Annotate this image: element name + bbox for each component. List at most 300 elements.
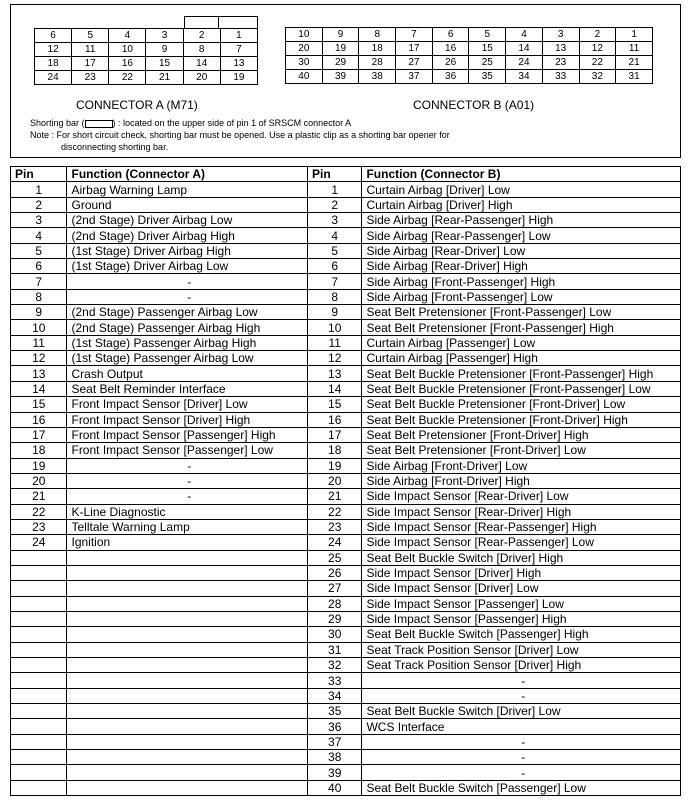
pin-function: Side Airbag [Rear-Passenger] High [362,213,681,228]
pin-number: 1 [308,182,362,197]
pin-number [11,642,67,657]
pin-function: Side Impact Sensor [Driver] Low [362,581,681,596]
pin-function: Curtain Airbag [Passenger] High [362,351,681,366]
pin-function [67,750,308,765]
pin-number [11,765,67,780]
connector-b-pin-table [307,166,681,796]
table-row [308,289,681,304]
connector-pin-cell: 22 [109,71,146,85]
connector-pin-cell: 24 [35,71,72,85]
table-row [11,351,308,366]
pin-function: Seat Belt Buckle Switch [Driver] High [362,550,681,565]
pin-function: Seat Belt Pretensioner [Front-Driver] Low [362,443,681,458]
table-row [308,719,681,734]
connector-pin-cell: 8 [359,28,396,42]
pin-number [11,750,67,765]
pin-number: 9 [308,305,362,320]
pin-number [11,688,67,703]
pin-function [67,719,308,734]
connector-pin-cell: 31 [616,70,653,84]
pin-function: Seat Belt Buckle Pretensioner [Front-Passenger] Low [362,381,681,396]
table-row [11,673,308,688]
table-row [11,504,308,519]
pin-function: Ignition [67,535,308,550]
pin-function: - [67,274,308,289]
pin-function: Curtain Airbag [Passenger] Low [362,335,681,350]
connector-pin-cell: 29 [322,56,359,70]
pin-function: Seat Belt Pretensioner [Front-Passenger] Low [362,305,681,320]
table-row [308,473,681,488]
table-row [11,581,308,596]
connector-pin-cell: 19 [220,71,257,85]
pin-function: - [362,750,681,765]
pin-number: 2 [308,197,362,212]
pin-number: 35 [308,704,362,719]
pin-number: 10 [308,320,362,335]
pin-function: Seat Track Position Sensor [Driver] Low [362,642,681,657]
pin-function: Side Airbag [Rear-Passenger] Low [362,228,681,243]
pin-number [11,596,67,611]
pin-number: 32 [308,658,362,673]
pin-function [67,765,308,780]
connector-pin-cell: 5 [72,29,109,43]
connector-pin-cell: 9 [146,43,183,57]
pin-function: (2nd Stage) Driver Airbag High [67,228,308,243]
table-row [308,642,681,657]
pin-function: - [362,765,681,780]
pin-number: 23 [308,519,362,534]
pin-number: 25 [308,550,362,565]
connector-row [286,28,653,42]
pin-function: Crash Output [67,366,308,381]
pin-function: Side Airbag [Front-Passenger] Low [362,289,681,304]
pin-number: 10 [11,320,67,335]
table-row [11,550,308,565]
table-row [11,780,308,795]
connector-pin-cell: 13 [220,57,257,71]
connector-pin-cell: 11 [72,43,109,57]
connector-row [286,42,653,56]
table-row [11,213,308,228]
note-line-1: Note : For short circuit check, shorting bar must be opened. Use a plastic clip as a shorting bar opener for [30,130,450,140]
table-row [308,504,681,519]
connector-pin-cell: 23 [72,71,109,85]
table-row [11,535,308,550]
pin-number: 18 [308,443,362,458]
table-row [308,427,681,442]
table-row [308,381,681,396]
pin-number: 5 [11,243,67,258]
table-row [308,673,681,688]
pin-number: 6 [308,259,362,274]
pin-function: WCS Interface [362,719,681,734]
table-row [11,443,308,458]
table-row [308,535,681,550]
table-row [308,213,681,228]
connector-pin-cell: 17 [72,57,109,71]
connector-pin-cell: 11 [616,42,653,56]
function-header: Function (Connector B) [362,167,681,182]
table-row [11,473,308,488]
table-row [308,765,681,780]
connector-pin-cell: 26 [432,56,469,70]
pin-number: 1 [11,182,67,197]
pin-number: 7 [308,274,362,289]
table-row [308,274,681,289]
connector-pin-cell: 15 [469,42,506,56]
pin-number: 22 [308,504,362,519]
table-row [11,427,308,442]
connector-pin-cell: 18 [35,57,72,71]
table-row [308,412,681,427]
pin-function: Front Impact Sensor [Passenger] Low [67,443,308,458]
pin-number: 13 [11,366,67,381]
table-row [308,658,681,673]
pin-number: 26 [308,565,362,580]
pin-number: 30 [308,627,362,642]
pin-number: 11 [308,335,362,350]
pin-number: 21 [11,489,67,504]
connector-row [286,70,653,84]
pin-number: 37 [308,734,362,749]
pin-number: 16 [308,412,362,427]
table-row [11,335,308,350]
table-row [308,351,681,366]
pin-number [11,658,67,673]
connector-pin-cell: 14 [506,42,543,56]
table-row [308,611,681,626]
pin-function: (1st Stage) Passenger Airbag High [67,335,308,350]
pin-number: 14 [11,381,67,396]
pin-function [67,581,308,596]
pin-number: 34 [308,688,362,703]
table-row [308,259,681,274]
connector-pin-cell: 2 [579,28,616,42]
connector-pin-cell: 33 [542,70,579,84]
connector-pin-cell: 20 [286,42,323,56]
connector-a-label: CONNECTOR A (M71) [76,98,198,112]
pin-function: Seat Belt Reminder Interface [67,381,308,396]
connector-pin-cell: 35 [469,70,506,84]
pin-function: (2nd Stage) Passenger Airbag Low [67,305,308,320]
pin-number: 16 [11,412,67,427]
table-row [11,259,308,274]
table-row [11,596,308,611]
connector-pin-cell: 8 [183,43,220,57]
pin-number: 39 [308,765,362,780]
table-row [11,274,308,289]
table-row [308,305,681,320]
pin-number: 29 [308,611,362,626]
connector-pin-cell: 39 [322,70,359,84]
pin-number: 8 [11,289,67,304]
pin-number: 15 [308,397,362,412]
pin-number: 5 [308,243,362,258]
connector-row [35,57,258,71]
connector-pin-cell: 12 [35,43,72,57]
table-row [308,458,681,473]
table-row [11,489,308,504]
pin-number: 19 [308,458,362,473]
pin-function: Side Impact Sensor [Passenger] High [362,611,681,626]
connector-pin-cell: 24 [506,56,543,70]
table-row [308,197,681,212]
pin-function [67,704,308,719]
connector-row [35,43,258,57]
table-row [308,489,681,504]
pin-number [11,611,67,626]
table-row [308,243,681,258]
pin-number: 2 [11,197,67,212]
pin-function: Side Impact Sensor [Rear-Driver] High [362,504,681,519]
pin-function: Side Airbag [Front-Driver] High [362,473,681,488]
connector-pin-cell: 37 [396,70,433,84]
connector-pin-cell: 9 [322,28,359,42]
connector-pin-cell: 14 [183,57,220,71]
pin-number [11,704,67,719]
table-row [11,458,308,473]
pin-function [67,565,308,580]
pin-number: 8 [308,289,362,304]
table-row [308,443,681,458]
table-row [11,688,308,703]
pin-function: Telltale Warning Lamp [67,519,308,534]
pin-function: Side Impact Sensor [Passenger] Low [362,596,681,611]
pin-function: (2nd Stage) Passenger Airbag High [67,320,308,335]
connector-pin-cell: 5 [469,28,506,42]
table-row [11,642,308,657]
pin-number: 12 [308,351,362,366]
pin-number: 21 [308,489,362,504]
pin-number: 18 [11,443,67,458]
connector-pin-cell: 34 [506,70,543,84]
pin-number: 17 [308,427,362,442]
pin-function: - [67,473,308,488]
pin-number: 28 [308,596,362,611]
pin-function: (2nd Stage) Driver Airbag Low [67,213,308,228]
connector-pin-cell: 16 [432,42,469,56]
pin-number: 4 [11,228,67,243]
connector-pin-cell: 6 [432,28,469,42]
pin-number [11,627,67,642]
connector-pin-cell: 7 [396,28,433,42]
pin-number: 19 [11,458,67,473]
shorting-bar-tab [184,16,258,28]
table-row [308,780,681,795]
table-row [308,397,681,412]
table-row [11,734,308,749]
table-row [11,197,308,212]
table-row [11,565,308,580]
pin-function: Airbag Warning Lamp [67,182,308,197]
table-row [11,658,308,673]
pin-function: Side Impact Sensor [Rear-Passenger] Low [362,535,681,550]
table-row [11,627,308,642]
pin-header: Pin [308,167,362,182]
shorting-bar-note-prefix: Shorting bar ( [30,118,85,128]
pin-function: Ground [67,197,308,212]
function-header: Function (Connector A) [67,167,308,182]
table-row [308,581,681,596]
connector-pin-cell: 19 [322,42,359,56]
pin-number [11,780,67,795]
connector-b-label: CONNECTOR B (A01) [413,98,535,112]
pin-function: K-Line Diagnostic [67,504,308,519]
pin-function: - [362,688,681,703]
table-row [308,734,681,749]
connector-row [286,56,653,70]
connector-pin-cell: 6 [35,29,72,43]
connector-pin-cell: 1 [616,28,653,42]
pin-number: 20 [11,473,67,488]
connector-pin-cell: 12 [579,42,616,56]
shorting-bar-symbol [85,120,113,128]
pin-number: 38 [308,750,362,765]
pin-function [67,611,308,626]
table-row [11,182,308,197]
table-row [11,412,308,427]
pin-number: 33 [308,673,362,688]
pin-function [67,642,308,657]
pin-number: 14 [308,381,362,396]
pin-function: (1st Stage) Passenger Airbag Low [67,351,308,366]
connector-pin-cell: 27 [396,56,433,70]
pin-function [67,734,308,749]
table-row [11,397,308,412]
pin-number: 22 [11,504,67,519]
table-row [308,366,681,381]
pin-number: 7 [11,274,67,289]
pin-function: Seat Belt Buckle Switch [Passenger] High [362,627,681,642]
pin-number: 12 [11,351,67,366]
pin-function: Side Impact Sensor [Rear-Driver] Low [362,489,681,504]
connector-pin-cell: 25 [469,56,506,70]
table-row [308,335,681,350]
connector-pin-cell: 30 [286,56,323,70]
pin-number: 13 [308,366,362,381]
shorting-bar-divider [218,16,219,28]
pin-number: 40 [308,780,362,795]
table-row [11,243,308,258]
pin-number: 17 [11,427,67,442]
connector-pin-cell: 3 [146,29,183,43]
connector-pin-cell: 10 [286,28,323,42]
pin-number [11,673,67,688]
table-row [308,519,681,534]
table-row [308,750,681,765]
pin-number: 23 [11,519,67,534]
pin-function: Front Impact Sensor [Driver] Low [67,397,308,412]
connector-pin-cell: 18 [359,42,396,56]
pin-number [11,581,67,596]
pin-number: 27 [308,581,362,596]
connector-row [35,71,258,85]
pin-function: Front Impact Sensor [Driver] High [67,412,308,427]
pin-function: Side Airbag [Rear-Driver] Low [362,243,681,258]
pin-number: 3 [11,213,67,228]
pin-function [67,596,308,611]
pin-number: 6 [11,259,67,274]
pin-function [67,550,308,565]
pin-function: Side Impact Sensor [Rear-Passenger] High [362,519,681,534]
pin-function: - [67,458,308,473]
connector-pin-cell: 10 [109,43,146,57]
pin-number: 15 [11,397,67,412]
table-row [11,750,308,765]
pin-number: 4 [308,228,362,243]
pin-number: 3 [308,213,362,228]
connector-pin-cell: 40 [286,70,323,84]
connector-pin-cell: 17 [396,42,433,56]
connector-b-grid [285,27,653,84]
pin-number: 11 [11,335,67,350]
connector-pin-cell: 21 [146,71,183,85]
connector-pin-cell: 20 [183,71,220,85]
table-row [11,381,308,396]
shorting-bar-note [30,117,351,129]
connector-pin-cell: 36 [432,70,469,84]
table-row [308,704,681,719]
pin-function: Seat Belt Buckle Switch [Passenger] Low [362,780,681,795]
pin-function: Side Airbag [Rear-Driver] High [362,259,681,274]
table-row [308,320,681,335]
pin-header: Pin [11,167,67,182]
pin-number [11,719,67,734]
table-row [308,627,681,642]
pin-function: (1st Stage) Driver Airbag Low [67,259,308,274]
connector-pin-cell: 23 [542,56,579,70]
pin-function: Side Airbag [Front-Passenger] High [362,274,681,289]
connector-pin-cell: 2 [183,29,220,43]
table-row [11,611,308,626]
pin-function: Seat Belt Pretensioner [Front-Driver] High [362,427,681,442]
connector-pin-cell: 4 [109,29,146,43]
table-row [11,719,308,734]
table-row [308,688,681,703]
pin-function: Curtain Airbag [Driver] Low [362,182,681,197]
connector-pin-cell: 4 [506,28,543,42]
pin-function: Seat Belt Buckle Switch [Driver] Low [362,704,681,719]
connector-pin-cell: 16 [109,57,146,71]
connector-a-pin-table [10,166,308,796]
pin-function [67,780,308,795]
pin-function: Seat Track Position Sensor [Driver] High [362,658,681,673]
pin-function: Seat Belt Buckle Pretensioner [Front-Passenger] High [362,366,681,381]
connector-pin-cell: 3 [542,28,579,42]
table-row [11,704,308,719]
connector-pin-cell: 1 [220,29,257,43]
pin-function: - [362,734,681,749]
table-row [11,519,308,534]
table-row [11,228,308,243]
connector-pin-cell: 21 [616,56,653,70]
connector-pin-cell: 38 [359,70,396,84]
connector-pin-cell: 32 [579,70,616,84]
pin-function [67,658,308,673]
pin-function: Side Impact Sensor [Driver] High [362,565,681,580]
pin-function: Seat Belt Buckle Pretensioner [Front-Driver] High [362,412,681,427]
table-row [308,550,681,565]
pin-number: 31 [308,642,362,657]
connector-a-grid [34,28,258,85]
pin-function [67,673,308,688]
pin-function: Side Airbag [Front-Driver] Low [362,458,681,473]
pin-function: - [362,673,681,688]
pin-number: 36 [308,719,362,734]
shorting-bar-note-suffix: ) : located on the upper side of pin 1 of SRSCM connector A [112,118,352,128]
connector-pin-cell: 22 [579,56,616,70]
connector-pin-cell: 7 [220,43,257,57]
